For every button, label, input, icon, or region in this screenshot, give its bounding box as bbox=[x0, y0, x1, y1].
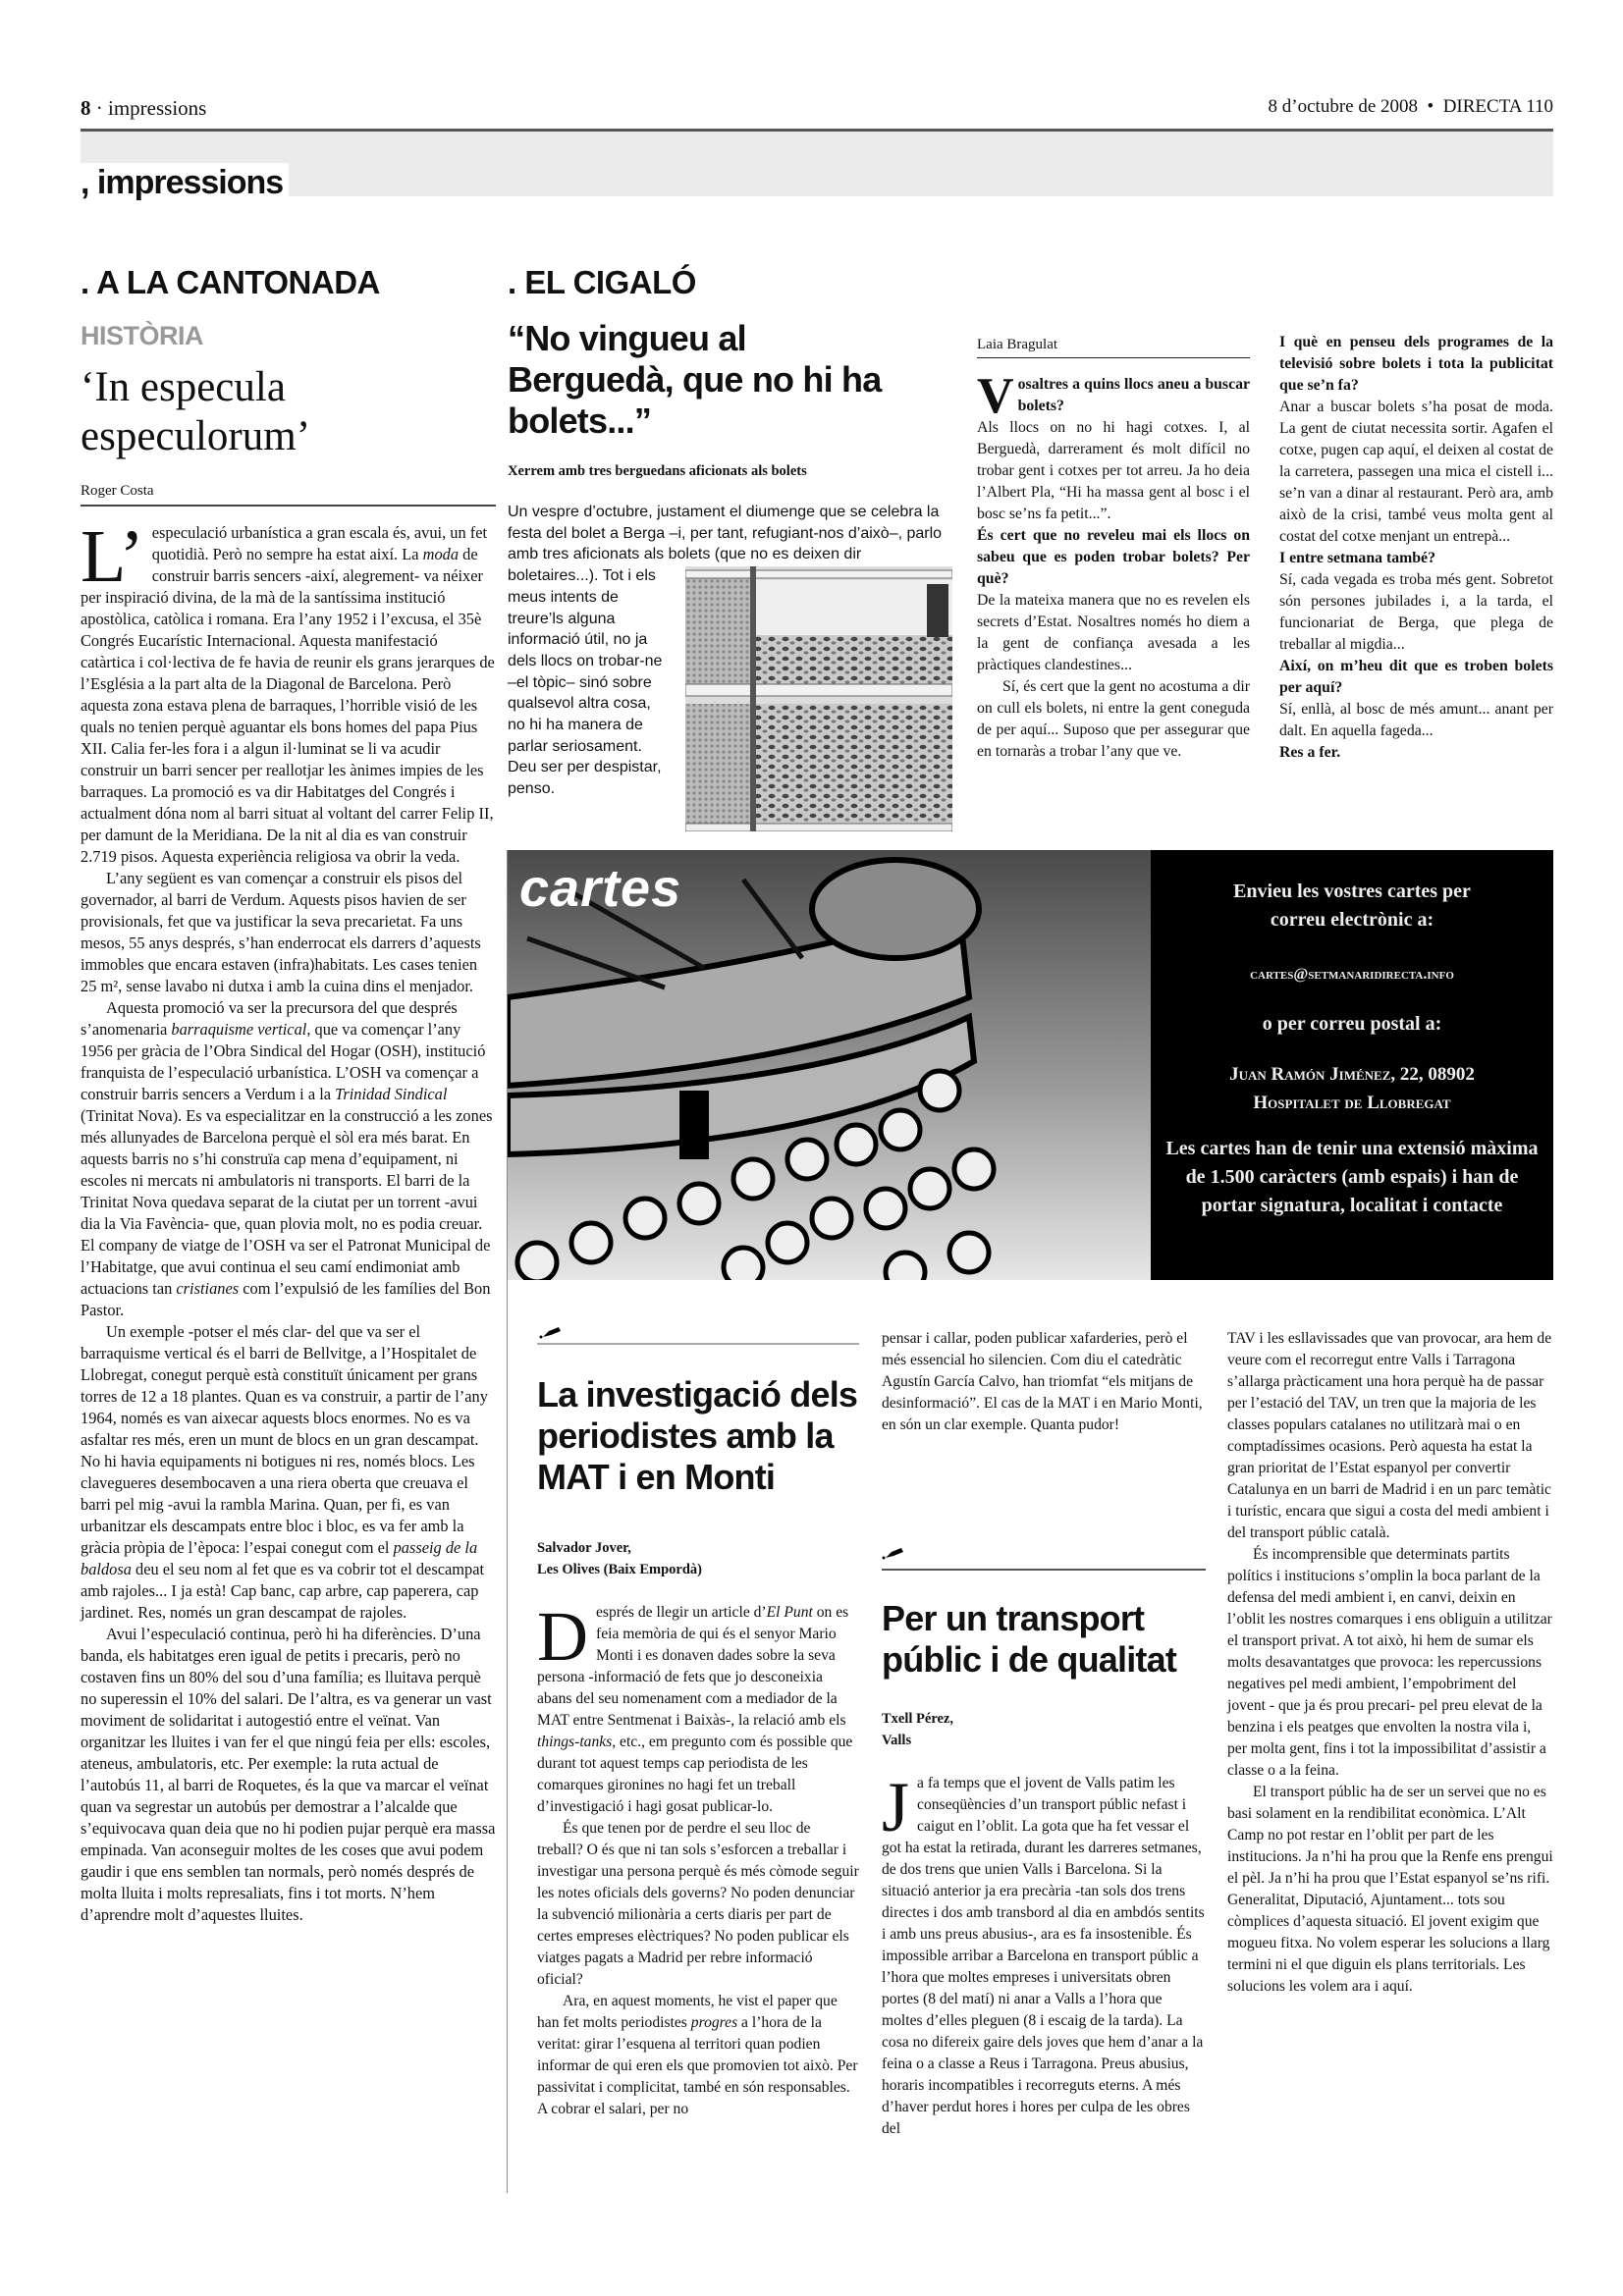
category-label: HISTÒRIA bbox=[81, 321, 204, 350]
drop-cap: D bbox=[537, 1597, 588, 1676]
publication-name: DIRECTA 110 bbox=[1442, 96, 1553, 117]
paragraph: TAV i les esllavissades que van provocar, ara hem de veure com el recorregut entre Valls i Tarragona s’allarga pràcticament una hora perquè ha de passar per l’estació del TAV, un tren que la majoria de les classes populars catalanes no utilitzarà mai o en comptadíssimes ocasions. Però aquesta ha estat la gran prioritat de l’Estat espanyol per convertir Catalunya en un barri de Madrid i en un parc temàtic i turístic, encara que sigui a costa del medi ambient i del transport públic català. bbox=[1227, 1330, 1552, 1541]
paragraph: És que tenen por de perdre el seu lloc de treball? O és que ni tan sols s’esforcen a treballar i investigar una persona perquè és més còmode seguir les notes oficials dels governs? No poden denunciar la subvenció milionària a certs diaris per part de certes empreses elèctriques? No poden publicar els viatges pagats a Madrid per rebre informació oficial? bbox=[537, 1820, 859, 1988]
paragraph: Aquesta promoció va ser la precursora del que després s’anomenaria barraquisme vertical, que va començar l’any 1956 per gràcia de l’Obra Sindical del Hogar (OSH), institució franquista de l’especulació urbanística. L’OSH va començar a construir barris sencers a Verdum i a la Trinidad Sindical (Trinitat Nova). Es va especialitzar en la construcció a les zones més allunyades de Barcelona perquè el sòl era més barat. En aquests barris no s’hi construïa cap mena d’equipament, ni escoles ni mercats ni ambulatoris ni transports. El barri de la Trinitat Nova quedava separat de la ciutat per un torrent -avui dia la Via Favència- que, quan plovia molt, no es podia creuar. El company de viatge de l’OSH va ser el Patronat Municipal de l’Habitatge, que avui continua el seu camí endimoniat amb actuacions tan cristianes com l’expulsió de les famílies del Bon Pastor. bbox=[81, 998, 493, 1319]
cantonada-article bbox=[81, 263, 496, 1926]
letter-investigacio-continued bbox=[882, 1328, 1206, 1436]
folio-bullet: • bbox=[1427, 96, 1434, 117]
letter-paragraphs bbox=[537, 1597, 859, 2120]
letter-investigacio bbox=[537, 1325, 859, 2120]
paragraph: a fa temps que el jovent de Valls patim les conseqüències d’un transport públic nefast i caigut en l’oblit. La gota que ha fet vessar el got ha estat la retirada, durant les darreres setmanes, de dos trens que unien Valls i Barcelona. Si la situació anterior ja era precària -tan sols dos trens directes i dos amb transbord al dia en ambdós sentits i amb uns preus abusius-, ara es fa insostenible. És impossible arribar a Barcelona en transport públic a l’hora que moltes empreses i universitats obren portes (8 del matí) ni anar a Valls a l’hora que moltes d’elles pleguen (8 i escaig de la tarda). La cosa no difereix gaire dels joves que hem d’anar a la feina o a classe a Reus i Tarragona. Preus abusius, horaris incompatibles i recorreguts eterns. A més d’haver perdut hores i hores per culpa de les obres del bbox=[882, 1774, 1205, 2137]
article-intro bbox=[508, 502, 952, 800]
drop-cap: L’ bbox=[81, 515, 144, 598]
intro-text: Un vespre d’octubre, justament el diumenge que se celebra la festa del bolet a Berga –i, per tant, refugiant-nos d’això–, parlo amb tres aficionats als bolets (que no es deixen dir boletaires...). Tot i els meus intents de treure’ls alguna informació útil, no ja dels llocs on trobar-ne –el tòpic– sinó sobre qualsevol altra cosa, no hi ha manera de parlar seriosament. Deu ser per despistar, penso. bbox=[508, 504, 943, 798]
issue-date: 8 d’octubre de 2008 bbox=[1268, 96, 1419, 117]
qa-list bbox=[977, 368, 1250, 763]
interview-answer: Anar a buscar bolets s’ha posat de moda. La gent de ciutat necessita sortir. Agafen el cotxe, pugen cap aquí, el deixen al costat de la carretera, passegen una mica el cistell i... se’n van a dinar al restaurant. Però ara, amb això de la crisi, també veus molta gent al costat del cotxe menjant un entrepà... bbox=[1279, 399, 1553, 545]
interview-answer: Sí, cada vegada es troba més gent. Sobretot són persones jubilades i, a la tarda, el funcionariat de Berga, que plega de treballar al migdia... bbox=[1279, 571, 1553, 653]
interview-question: I què en penseu dels programes de la televisió sobre bolets i tota la publicitat que se’n fa? bbox=[1279, 334, 1553, 394]
folio-right bbox=[1269, 96, 1553, 118]
interview-question: osaltres a quins llocs aneu a buscar bolets? bbox=[1017, 376, 1250, 414]
letter-author: Txell Pérez, bbox=[882, 1710, 954, 1727]
drop-cap: J bbox=[882, 1767, 910, 1846]
interview-answer: De la mateixa manera que no es revelen els secrets d’Estat. Nosaltres només ho diem a la gent de confiança avesada a les pràctiques clandestines... bbox=[977, 592, 1250, 673]
interview-column-2 bbox=[1279, 332, 1553, 764]
letter-body bbox=[537, 1597, 859, 2120]
letter-author: Salvador Jover, bbox=[537, 1540, 631, 1556]
cartes-label: cartes bbox=[519, 859, 682, 918]
paragraph: Ara, en aquest moments, he vist el paper que han fet molts periodistes progres a l’hora de la veritat: girar l’esquena al territori quan podien informar de qui eren els que promovien tot això. Per passivitat i complicitat, també en són responsables. A cobrar el salari, per no bbox=[537, 1993, 858, 2117]
cartes-illustration bbox=[508, 850, 1151, 1280]
interview-question: Així, on m’heu dit que es troben bolets per aquí? bbox=[1279, 658, 1553, 696]
interview-byline: Laia Bragulat bbox=[977, 337, 1250, 358]
interview-answer: Sí, és cert que la gent no acostuma a dir on cull els bolets, ni entre la gent coneguda de per aquí... Suposo que per assegurar que en tornaràs a trobar l’any que ve. bbox=[977, 678, 1250, 760]
mushroom-photo bbox=[685, 566, 952, 831]
cartes-rules: Les cartes han de tenir una extensió màxima de 1.500 caràcters (amb espais) i han de portar signatura, localitat i contacte bbox=[1165, 1138, 1539, 1216]
section-kicker: . EL CIGALÓ bbox=[508, 264, 696, 300]
article-subtitle: Xerrem amb tres berguedans aficionats als bolets bbox=[508, 463, 807, 479]
letter-transport-continued bbox=[1227, 1328, 1553, 1998]
paragraph: El transport públic ha de ser un servei que no es basi solament en la rendibilitat econòmica. L’Alt Camp no pot restar en l’oblit per part de les institucions. Ja n’hi ha prou que la Renfe ens prengui el pèl. Ja n’hi ha prou que l’Estat espanyol se’ns rifi. Generalitat, Diputació, Ajuntament... tots sou còmplices d’aquesta situació. El jovent exigim que mogueu fitxa. No volem esperar les solucions a llarg termini ni el que diguin els plans territorials. Les solucions les volem ara i aquí. bbox=[1227, 1784, 1553, 1995]
postal-address-line1: Juan Ramón Jiménez, 22, 08902 bbox=[1229, 1064, 1475, 1085]
cartes-info-box bbox=[1151, 850, 1553, 1280]
letter-paragraphs bbox=[882, 1767, 1206, 2140]
section-kicker: . A LA CANTONADA bbox=[81, 264, 380, 300]
paragraph: esprés de llegir un article d’El Punt on es feia memòria de qui és el senyor Mario Monti i es donaven dades sobre la seva persona -informació de fets que jo desconeixia abans del seu nomenament com a mediador de la MAT entre Sentmenat i Baixàs-, la relació amb els things-tanks, etc., em pregunto com és possible que durant tot aquest temps cap periodista de les comarques gironines no hagi fet un treball d’investigació i hagi gosat publicar-lo. bbox=[537, 1604, 853, 1815]
paragraph: pensar i callar, poden publicar xafarderies, però el més essencial ho silencien. Com diu el catedràtic Agustín García Calvo, han triomfat “els mitjans de desinformació”. El cas de la MAT i en Mario Monti, en són un clar exemple. Quanta pudor! bbox=[882, 1330, 1203, 1433]
letter-paragraphs bbox=[882, 1328, 1206, 1436]
interview-qa bbox=[977, 368, 1250, 763]
article-byline: Roger Costa bbox=[81, 483, 496, 507]
interview-answer: Sí, enllà, al bosc de més amunt... anant per dalt. En aquella fageda... bbox=[1279, 701, 1553, 739]
cartes-email[interactable]: cartes@setmanaridirecta.info bbox=[1250, 966, 1454, 983]
paragraph: Avui l’especulació continua, però hi ha diferències. D’una banda, els habitatges eren igual de petits i precaris, però no costaven fins un 80% del sou d’una família; es lluitava perquè no superessin el 10% del salari. De l’altra, es va generar un vast moviment de solidaritat i autogestió entre el veïnat. Van organitzar les lluites i van fer el que ningú feia per ells: escoles, ateneus, ambulatoris, etc. Per exemple: la ruta actual de l’autobús 11, al barri de Roquetes, és la que va marcar el veïnat quan va segrestar un autobús per demostrar a l’alcalde que s’equivocava quan deia que no hi podien pujar perquè era massa empinada. Van aconseguir moltes de les coses que avui podem gaudir i que ens semblen tan normals, però només després de molta lluita i molts represaliats, fins i tot morts. N’hem d’aprendre molt d’aquestes lluites. bbox=[81, 1625, 496, 1924]
cigalo-article bbox=[508, 263, 959, 831]
section-title: , impressions bbox=[81, 163, 289, 202]
interview-column-1 bbox=[977, 337, 1250, 763]
interview-question: És cert que no reveleu mai els llocs on sabeu que es poden trobar bolets? Per què? bbox=[977, 527, 1250, 587]
letter-paragraphs bbox=[1227, 1328, 1553, 1998]
interview-answer: Als llocs on no hi hagi cotxes. I, al Berguedà, darrerament és molt difícil no trobar gent i cotxes per tot arreu. Ja ho deia l’Albert Pla, “Hi ha massa gent al bosc i el bosc se’ns fa petit...”. bbox=[977, 419, 1250, 522]
folio-section: impressions bbox=[108, 96, 207, 120]
pen-icon bbox=[882, 1546, 1206, 1565]
article-paragraphs bbox=[81, 515, 496, 1926]
letter-body bbox=[882, 1767, 1206, 2140]
section-band bbox=[81, 132, 1553, 196]
paragraph: És incomprensible que determinats partits polítics i institucions s’omplin la boca parlant de la defensa del medi ambient i, en canvi, deixin en l’oblit les nostres comarques i ens obliguin a utilitzar el transport privat. A tot això, hi hem de sumar els molts desavantatges que provoca: les repercussions negatives pel medi ambient, l’empobriment del jovent - que ja és prou precari- pel preu elevat de la benzina i els peatges que envolten la nostra vila i, per molta gent, fins i tot la impossibilitat d’assistir a classe o a la feina. bbox=[1227, 1546, 1552, 1779]
paragraph: especulació urbanística a gran escala és, avui, un fet quotidià. Però no sempre ha estat així. La moda de construir barris sencers -així, alegrement- va néixer per inspiració divina, de la mà de la santíssima institució apostòlica, catòlica i romana. Era l’any 1952 i l’excusa, el 35è Congrés Eucarístic Internacional. Aquesta manifestació catàrtica i col·lectiva de fe havia de reunir els grans jerarques de l’Església a la part alta de la Diagonal de Barcelona. Però aquesta zona estava plena de barraques, l’horrible visió de les quals no tenien perquè aguantar els bons homes del papa Pius XII. Calia fer-les fora i a algun il·luminat se li va acudir construir un barri sencer per reallotjar les ànimes impies de les barraques. La promoció es va dir Habitatges del Congrés i actualment dóna nom al barri situat al voltant del carrer Felip II, per damunt de la Meridiana. De la nit al dia es van construir 2.719 pisos. Aquesta experiència religiosa va obrir la veda. bbox=[81, 523, 495, 866]
folio-left bbox=[81, 96, 206, 121]
letter-title: Per un transport públic i de qualitat bbox=[882, 1597, 1177, 1680]
letter-rule bbox=[882, 1569, 1206, 1571]
paragraph: L’any següent es van començar a construir els pisos del governador, al barri de Verdum. Aquests pisos havien de ser provisionals, fet que va justificar la seva precarietat. Fa uns mesos, 55 anys després, s’han enderrocat els darrers d’aquests immobles que encara estaven (infra)habitats. Les cases tenien 25 m², sense lavabo ni dutxa i amb la cuina dins el menjador. bbox=[81, 869, 481, 995]
pen-icon bbox=[539, 1325, 563, 1344]
page-number: 8 bbox=[81, 96, 91, 120]
letter-title: La investigació dels periodistes amb la MAT i en Monti bbox=[537, 1374, 858, 1497]
qa-list bbox=[1279, 332, 1553, 764]
folio-separator: · bbox=[95, 96, 103, 120]
article-body bbox=[81, 515, 496, 1926]
paragraph: Un exemple -potser el més clar- del que va ser el barraquisme vertical és el barri de Bellvitge, a l’Hospitalet de Llobregat, conegut perquè està constituït únicament per grans torres de 12 a 18 plantes. Quan es va construir, a partir de l’any 1964, només es van aixecar aquests blocs enormes. No es va asfaltar res més, eren un munt de blocs en un gran descampat. No hi havia equipaments ni botigues ni res, només blocs. Les clavegueres desembocaven a una riera oberta que creuava el barri pel mig -avui la rambla Marina. Quan, per fi, es van urbanitzar els descampats entre bloc i bloc, es va fer amb la gràcia pròpia de l’època: l’espai conegut com el passeig de la baldosa deu el seu nom al fet que es va cobrir tot el descampat amb rajoles... I ja està! Cap banc, cap arbre, cap paperera, cap jardinet. Res, només un gran descampat de rajoles. bbox=[81, 1322, 488, 1622]
interview-question: Res a fer. bbox=[1279, 744, 1341, 761]
postal-intro: o per correu postal a: bbox=[1262, 1013, 1442, 1035]
email-intro: Envieu les vostres cartes per correu electrònic a: bbox=[1233, 881, 1471, 931]
letter-location: Les Olives (Baix Empordà) bbox=[537, 1562, 702, 1577]
letter-transport bbox=[882, 1546, 1206, 2140]
article-title: “No vingueu al Berguedà, que no hi ha bolets...” bbox=[508, 318, 882, 441]
letter-location: Valls bbox=[882, 1732, 912, 1748]
interview-question: I entre setmana també? bbox=[1279, 550, 1435, 566]
article-title: ‘In especula especulorum’ bbox=[81, 364, 311, 459]
drop-cap: V bbox=[977, 368, 1014, 424]
postal-address-line2: Hospitalet de Llobregat bbox=[1253, 1093, 1451, 1113]
letter-rule bbox=[537, 1343, 859, 1345]
